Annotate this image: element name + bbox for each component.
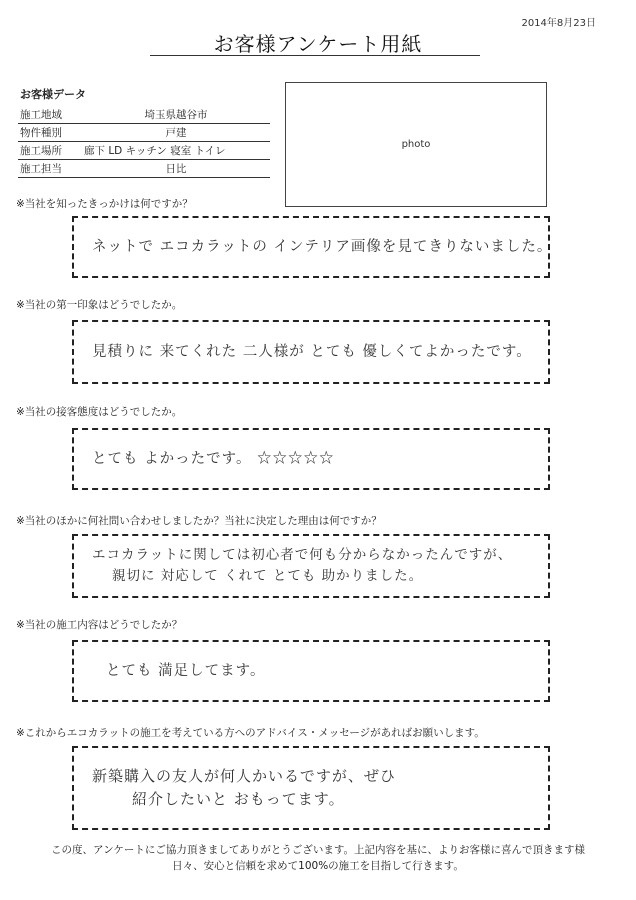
customer-value: 日比 xyxy=(82,160,270,178)
customer-row-staff xyxy=(18,160,270,178)
question-5: ※当社の施工内容はどうでしたか？ xyxy=(16,619,183,631)
answer-line: 見積りに 来てくれた 二人様が とても 優しくてよかったです。 xyxy=(92,343,532,360)
photo-placeholder xyxy=(285,82,547,207)
customer-row-area xyxy=(18,106,270,124)
answer-box-1 xyxy=(72,216,553,278)
answer-box-5 xyxy=(72,640,550,702)
answer-box-2 xyxy=(72,320,550,384)
question-4: ※当社のほかに何社問い合わせしましたか？当社に決定した理由は何ですか？ xyxy=(16,515,382,527)
photo-label: photo xyxy=(401,139,431,150)
answer-box-6 xyxy=(72,746,550,830)
survey-date: 2014年8月23日 xyxy=(521,18,596,29)
customer-key: 施工地域 xyxy=(18,106,82,124)
answer-line: とても よかったです。 ☆☆☆☆☆ xyxy=(92,450,335,467)
question-2: ※当社の第一印象はどうでしたか。 xyxy=(16,299,183,311)
footer-line: 日々、安心と信頼を求めて100%の施工を目指して行きます。 xyxy=(172,860,464,872)
question-3: ※当社の接客態度はどうでしたか。 xyxy=(16,406,183,418)
customer-value: 戸建 xyxy=(82,124,270,142)
footer-message xyxy=(0,842,636,874)
answer-box-3 xyxy=(72,428,550,490)
answer-line: ネットで エコカラットの インテリア画像を見てきりないました。 xyxy=(92,238,553,255)
customer-key: 施工場所 xyxy=(18,142,82,160)
answer-line: とても 満足してます。 xyxy=(106,662,266,679)
answer-line: 親切に 対応して くれて とても 助かりました。 xyxy=(112,568,424,584)
answer-box-4 xyxy=(72,534,550,598)
answer-line: 新築購入の友人が何人かいるですが、ぜひ xyxy=(92,766,396,785)
title-underline xyxy=(150,55,480,56)
footer-line: この度、アンケートにご協力頂きましてありがとうございます。上記内容を基に、よりお客様に喜んで頂きます様 xyxy=(50,844,586,856)
customer-value: 埼玉県越谷市 xyxy=(82,106,270,124)
customer-key: 物件種別 xyxy=(18,124,82,142)
page-title: お客様アンケート用紙 xyxy=(213,32,423,56)
customer-value: 廊下 LD キッチン 寝室 トイレ xyxy=(82,142,270,160)
customer-data-heading: お客様データ xyxy=(20,88,86,101)
customer-data-table xyxy=(18,106,270,178)
customer-key: 施工担当 xyxy=(18,160,82,178)
question-6: ※これからエコカラットの施工を考えている方へのアドバイス・メッセージがあればお願いします。 xyxy=(16,727,485,739)
question-1: ※当社を知ったきっかけは何ですか？ xyxy=(16,198,193,210)
customer-row-type xyxy=(18,124,270,142)
customer-row-place xyxy=(18,142,270,160)
answer-line: 紹介したいと おもってます。 xyxy=(132,790,345,808)
answer-line: エコカラットに関しては初心者で何も分からなかったんですが、 xyxy=(92,547,513,564)
